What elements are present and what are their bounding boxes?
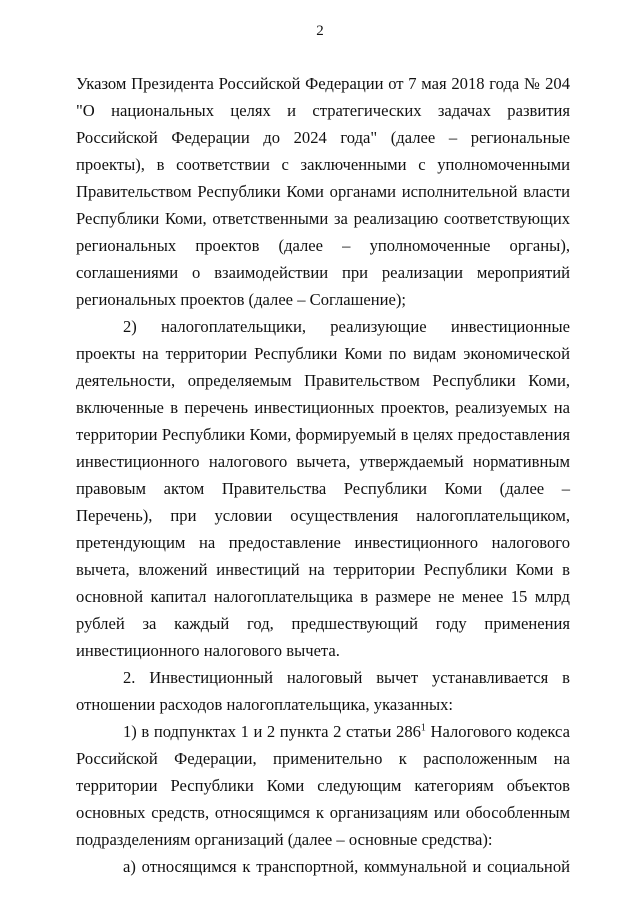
paragraph-continuation: Указом Президента Российской Федерации от 7 мая 2018 года № 204 "О национальных целях и стратегических задачах развития Российской Федерации до 2024 года" (далее – региональные проекты), в соответствии с заключенными с уполномоченными Правительством Республики Коми органами исполнительной власти Республики Коми, ответственными за реализацию соответствующих региональных проектов (далее – уполномоченные органы), соглашениями о взаимодействии при реализации мероприятий региональных проектов (далее – Соглашение); (76, 74, 570, 309)
paragraph-subitem-1-text-rest: Налогового кодекса Российской Федерации, применительно к расположенным на территории Республики Коми следующим категориям объектов основных средств, относящимся к организациям или обособленным подразделениям организаций (далее – основные средства): (76, 722, 570, 849)
paragraph-subitem-1-text: 1) в подпунктах 1 и 2 пункта 2 статьи 286 (123, 722, 421, 741)
document-body (76, 70, 570, 880)
page-number: 2 (316, 23, 324, 39)
paragraph-subitem-a: а) относящимся к транспортной, коммунальной и социальной (123, 857, 570, 876)
paragraph-subitem-1 (76, 718, 570, 853)
paragraph-item-2: 2) налогоплательщики, реализующие инвестиционные проекты на территории Республики Коми по видам экономической деятельности, определяемым Правительством Республики Коми, включенные в перечень инвестиционных проектов, реализуемых на территории Республики Коми, формируемый в целях предоставления инвестиционного налогового вычета, утверждаемый нормативным правовым актом Правительства Республики Коми (далее – Перечень), при условии осуществления налогоплательщиком, претендующим на предоставление инвестиционного налогового вычета, вложений инвестиций на территории Республики Коми в основной капитал налогоплательщика в размере не менее 15 млрд рублей за каждый год, предшествующий году применения инвестиционного налогового вычета. (76, 317, 570, 660)
article-superscript: 1 (420, 722, 426, 734)
paragraph-section-2: 2. Инвестиционный налоговый вычет устанавливается в отношении расходов налогоплательщика, указанных: (76, 668, 570, 714)
